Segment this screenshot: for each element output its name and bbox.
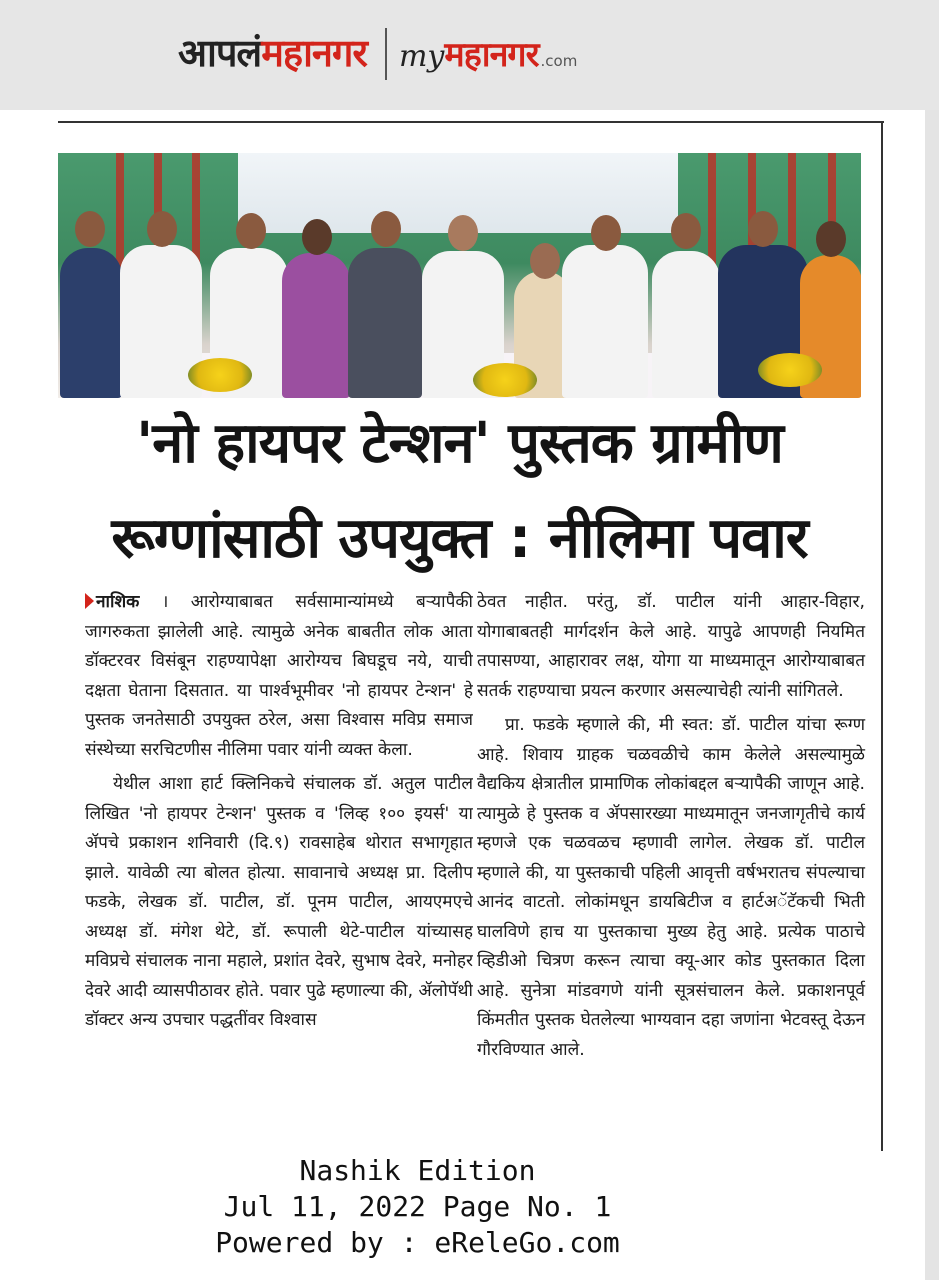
page-edge	[925, 110, 939, 1280]
masthead	[0, 0, 939, 110]
article-headline-line-1: 'नो हायपर टेन्शन' पुस्तक ग्रामीण	[136, 411, 783, 476]
article-paragraph: येथील आशा हार्ट क्लिनिकचे संचालक डॉ. अतुल पाटील लिखित 'नो हायपर टेन्शन' पुस्तक व 'लिव्ह १०० इयर्स' या ॲपचे प्रकाशन शनिवारी (दि.९) रावसाहेब थोरात सभागृहात झाले. यावेळी त्या बोलत होत्या. सावानाचे अध्यक्ष प्रा. दिलीप फडके, लेखक डॉ. पाटील, डॉ. पूनम पाटील, आयएमएचे अध्यक्ष डॉ. मंगेश थेटे, डॉ. रूपाली थेटे-पाटील यांच्यासह मविप्रचे संचालक नाना महाले, प्रशांत देवरे, सुभाष देवरे, मनोहर देवरे आदी व्यासपीठावर होते. पवार पुढे म्हणाल्या की, ॲलोपॅथी डॉक्टर अन्य उपचार पद्धतींवर विश्वास	[85, 774, 473, 1030]
event-photo	[58, 153, 861, 398]
article-column-right	[477, 588, 865, 1070]
article-column-left	[85, 588, 473, 1148]
edition-footer	[0, 1153, 835, 1261]
article-paragraph	[85, 588, 473, 765]
logo-text-my: my	[398, 39, 445, 74]
edition-date-page: Jul 11, 2022 Page No. 1	[223, 1190, 612, 1223]
powered-by: Powered by : eReleGo.com	[215, 1226, 620, 1259]
article-paragraph: ठेवत नाहीत. परंतु, डॉ. पाटील यांनी आहार-विहार, योगाबाबतही मार्गदर्शन केले आहे. यापुढे आपणही नियमित तपासण्या, आहारावर लक्ष, योगा या माध्यमातून आरोग्याबाबत सतर्क राहण्याचा प्रयत्न करणार असल्याचेही त्यांनी सांगितले.	[477, 592, 865, 701]
edition-name: Nashik Edition	[299, 1154, 536, 1187]
logo-divider	[385, 28, 387, 80]
logo-text-mahanagar: महानगर	[261, 30, 367, 75]
top-rule	[58, 121, 884, 123]
dateline: नाशिक	[96, 592, 140, 612]
paragraph-text: । आरोग्याबाबत सर्वसामान्यांमध्ये बऱ्यापैकी जागरुकता झालेली आहे. त्यामुळे अनेक बाबतीत लोक आता डॉक्टरवर विसंबून राहण्यापेक्षा आरोग्यच बिघडूच नये, याची दक्षता घेताना दिसतात. या पार्श्वभूमीवर 'नो हायपर टेन्शन' हे पुस्तक जनतेसाठी उपयुक्त ठरेल, असा विश्वास मविप्र समाज संस्थेच्या सरचिटणीस नीलिमा पवार यांनी व्यक्त केला.	[85, 592, 473, 760]
logo-text-mahanagar-web: महानगर	[444, 35, 539, 75]
article-paragraph: प्रा. फडके म्हणाले की, मी स्वत: डॉ. पाटील यांचा रूग्ण आहे. शिवाय ग्राहक चळवळीचे काम केलेले असल्यामुळे वैद्यकिय क्षेत्रातील प्रामाणिक लोकांबद्दल बऱ्यापैकी जाणून आहे. त्यामुळे हे पुस्तक व ॲपसारख्या माध्यमातून जनजागृतीचे कार्य म्हणजे एक चळवळच म्हणावी लागेल. लेखक डॉ. पाटील म्हणाले की, या पुस्तकाची पहिली आवृत्ती वर्षभरातच संपल्याचा आनंद वाटतो. लोकांमधून डायबिटीज व हार्टअॅटॅकची भिती घालविणे हाच या पुस्तकाचा मुख्य हेतु आहे. प्रत्येक पाठाचे व्हिडीओ चित्रण करून त्याचा क्यू-आर कोड पुस्तकात दिला आहे. सुनेत्रा मांडवगणे यांनी सूत्रसंचालन केले. प्रकाशनपूर्व किंमतीत पुस्तक घेतलेल्या भाग्यवान दहा जणांना भेटवस्तू देऊन गौरविण्यात आले.	[477, 715, 865, 1060]
article-headline-line-2: रूग्णांसाठी उपयुक्त : नीलिमा पवार	[111, 506, 808, 571]
logo-domain: .com	[540, 52, 578, 70]
dateline-marker-icon	[85, 593, 94, 609]
right-rule	[881, 121, 883, 1151]
logo-text-apla: आपलं	[178, 30, 262, 75]
publication-logo	[178, 26, 577, 82]
